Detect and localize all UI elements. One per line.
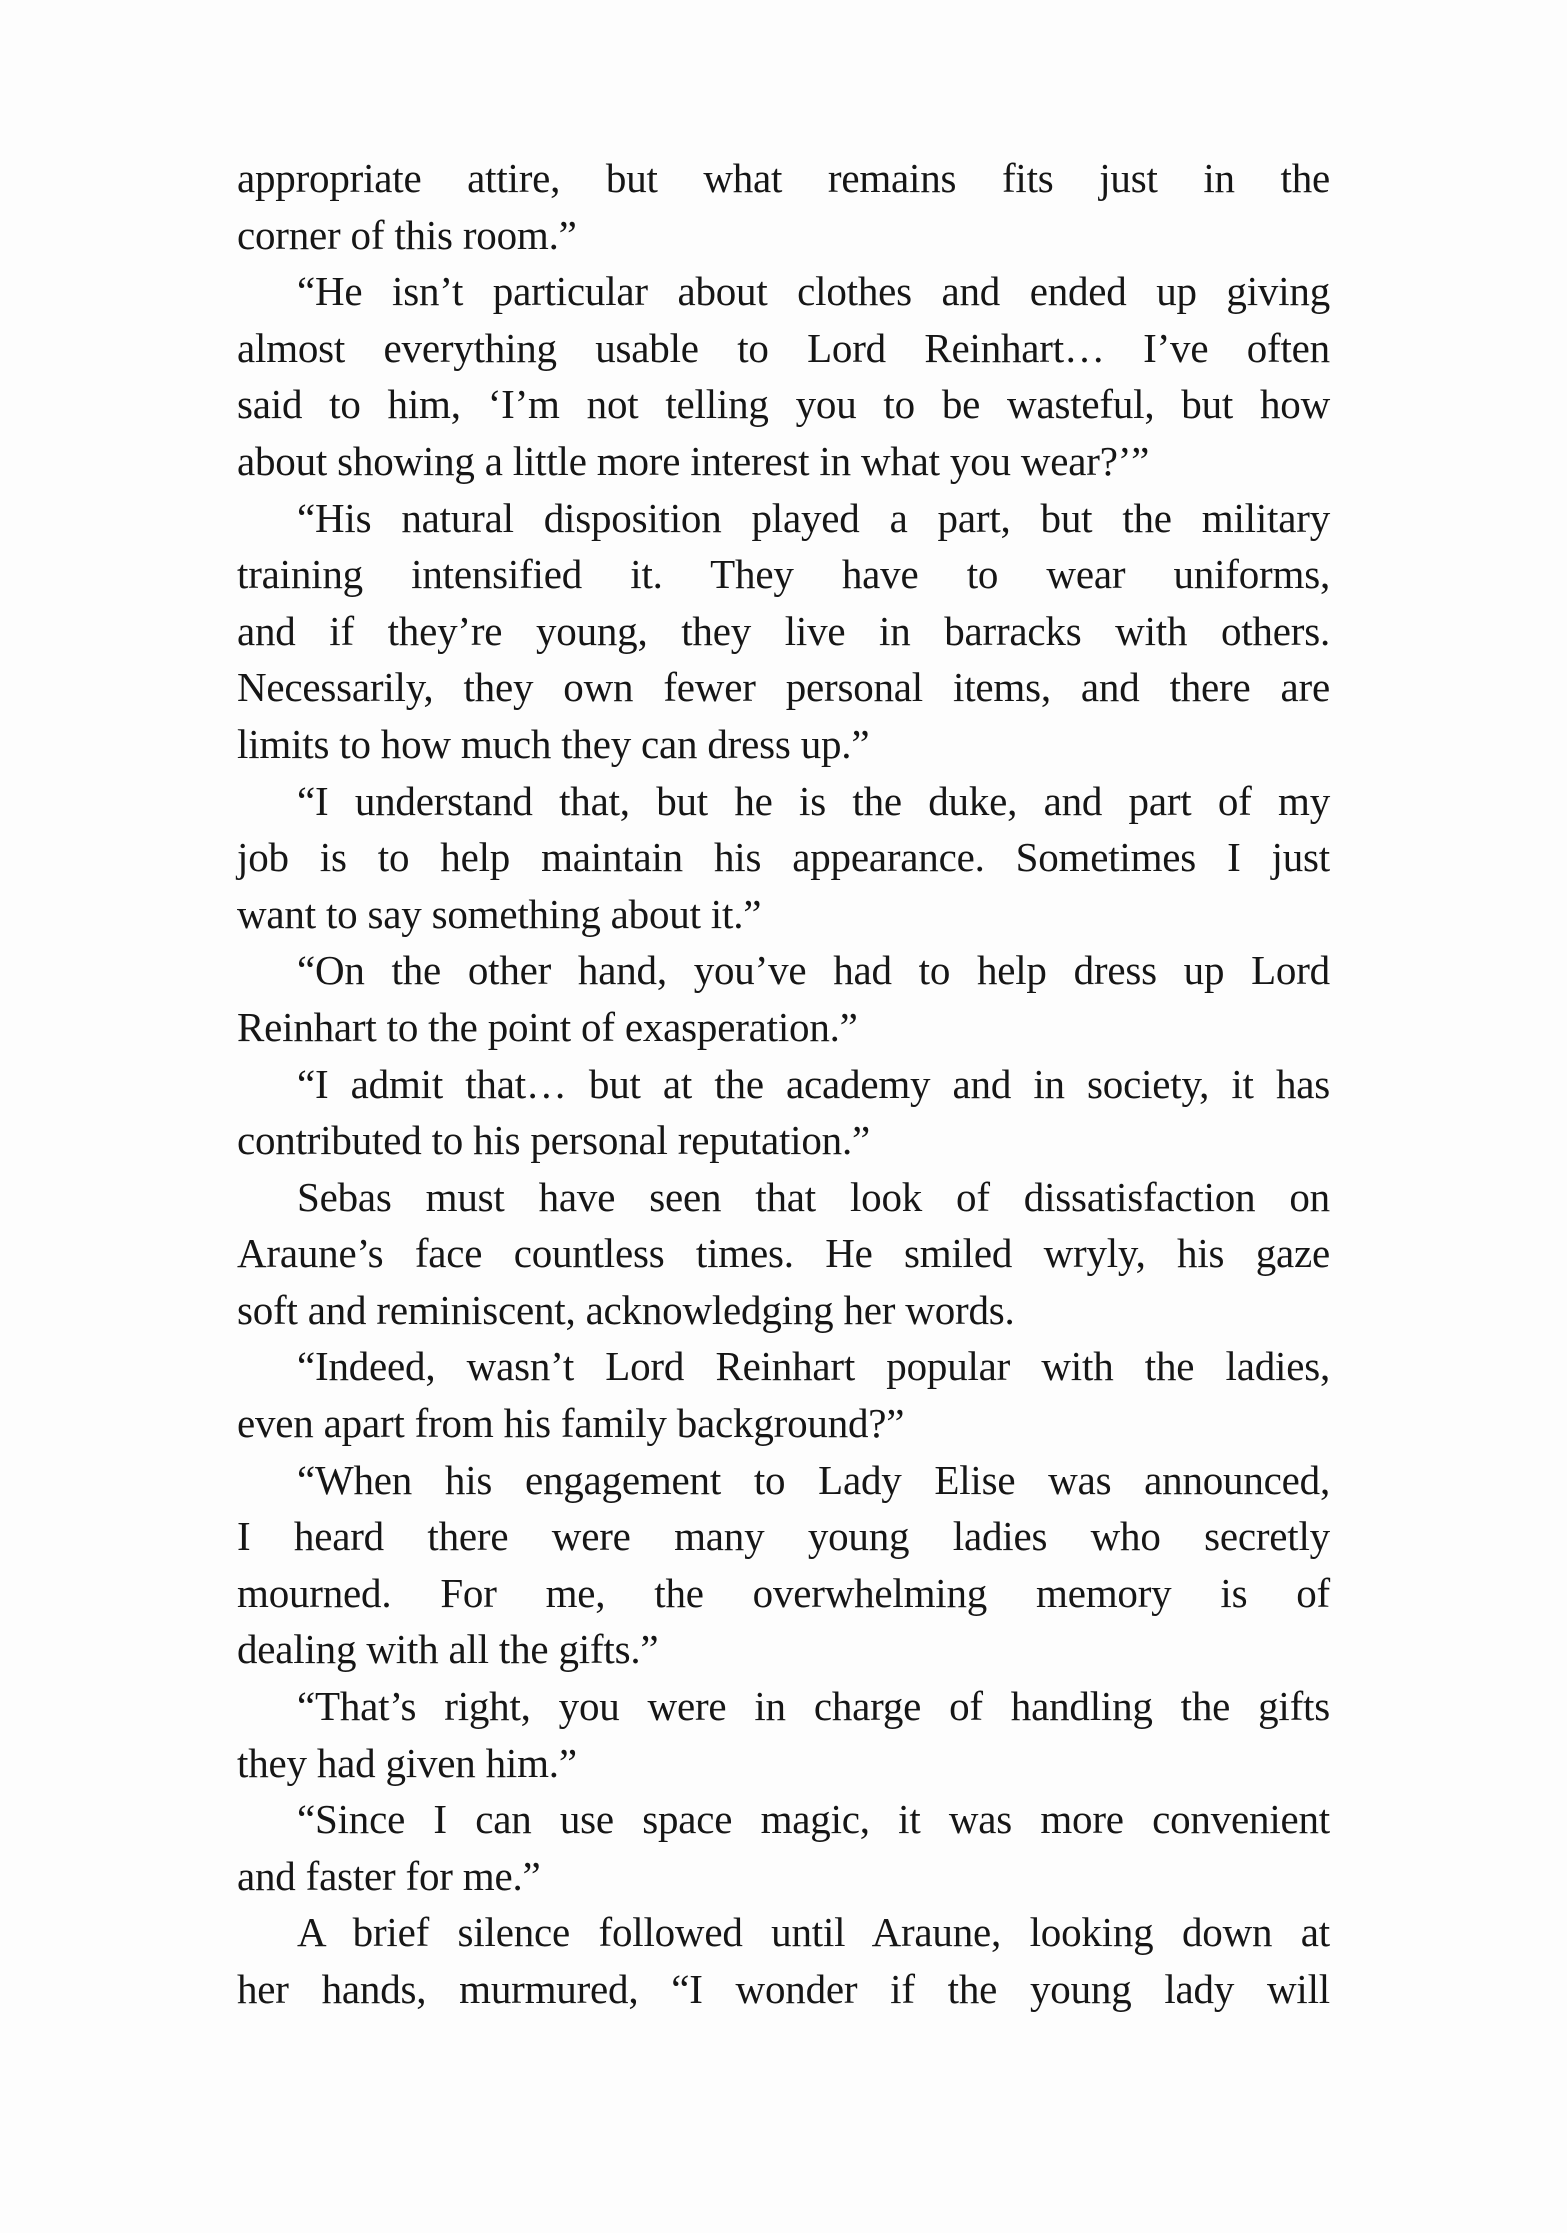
text-line: and faster for me.” xyxy=(237,1852,541,1899)
text-line: even apart from his family background?” xyxy=(237,1400,905,1447)
text-line: Necessarily, they own fewer personal items, and there are xyxy=(237,664,1330,711)
text-line: Araune’s face countless times. He smiled wryly, his gaze xyxy=(237,1230,1330,1277)
text-line: “On the other hand, you’ve had to help dress up Lord xyxy=(297,947,1330,994)
text-line: soft and reminiscent, acknowledging her words. xyxy=(237,1286,1015,1333)
text-line: appropriate attire, but what remains fits just in the xyxy=(237,155,1330,201)
text-line: corner of this room.” xyxy=(237,211,577,258)
text-line: limits to how much they can dress up.” xyxy=(237,720,870,767)
text-line: Sebas must have seen that look of dissatisfaction on xyxy=(297,1173,1330,1220)
text-line: they had given him.” xyxy=(237,1739,577,1786)
text-line: mourned. For me, the overwhelming memory is of xyxy=(237,1569,1330,1616)
text-line: dealing with all the gifts.” xyxy=(237,1626,659,1673)
text-line: “I admit that… but at the academy and in society, it has xyxy=(297,1060,1330,1107)
text-line: her hands, murmured, “I wonder if the young lady will xyxy=(237,1966,1330,2012)
text-line: “That’s right, you were in charge of handling the gifts xyxy=(297,1683,1330,1730)
text-line: and if they’re young, they live in barracks with others. xyxy=(237,607,1330,654)
text-line: “Since I can use space magic, it was more convenient xyxy=(297,1796,1330,1843)
text-line: “Indeed, wasn’t Lord Reinhart popular with the ladies, xyxy=(297,1343,1330,1390)
text-line: A brief silence followed until Araune, looking down at xyxy=(297,1909,1330,1956)
text-line: training intensified it. They have to wear uniforms, xyxy=(237,551,1330,598)
text-line: “When his engagement to Lady Elise was announced, xyxy=(297,1456,1330,1503)
text-line: said to him, ‘I’m not telling you to be wasteful, but how xyxy=(237,381,1330,428)
text-line: contributed to his personal reputation.” xyxy=(237,1117,871,1164)
text-line: “He isn’t particular about clothes and ended up giving xyxy=(297,268,1330,315)
text-line: almost everything usable to Lord Reinhart… I’ve often xyxy=(237,324,1330,371)
text-line: about showing a little more interest in what you wear?’” xyxy=(237,437,1150,484)
text-line: “I understand that, but he is the duke, and part of my xyxy=(297,777,1330,824)
page-text-block xyxy=(237,150,1330,2018)
text-line: want to say something about it.” xyxy=(237,890,762,937)
text-line: job is to help maintain his appearance. Sometimes I just xyxy=(237,834,1330,881)
text-line: Reinhart to the point of exasperation.” xyxy=(237,1003,858,1050)
text-line: I heard there were many young ladies who secretly xyxy=(237,1513,1330,1560)
text-line: “His natural disposition played a part, but the military xyxy=(297,494,1330,541)
